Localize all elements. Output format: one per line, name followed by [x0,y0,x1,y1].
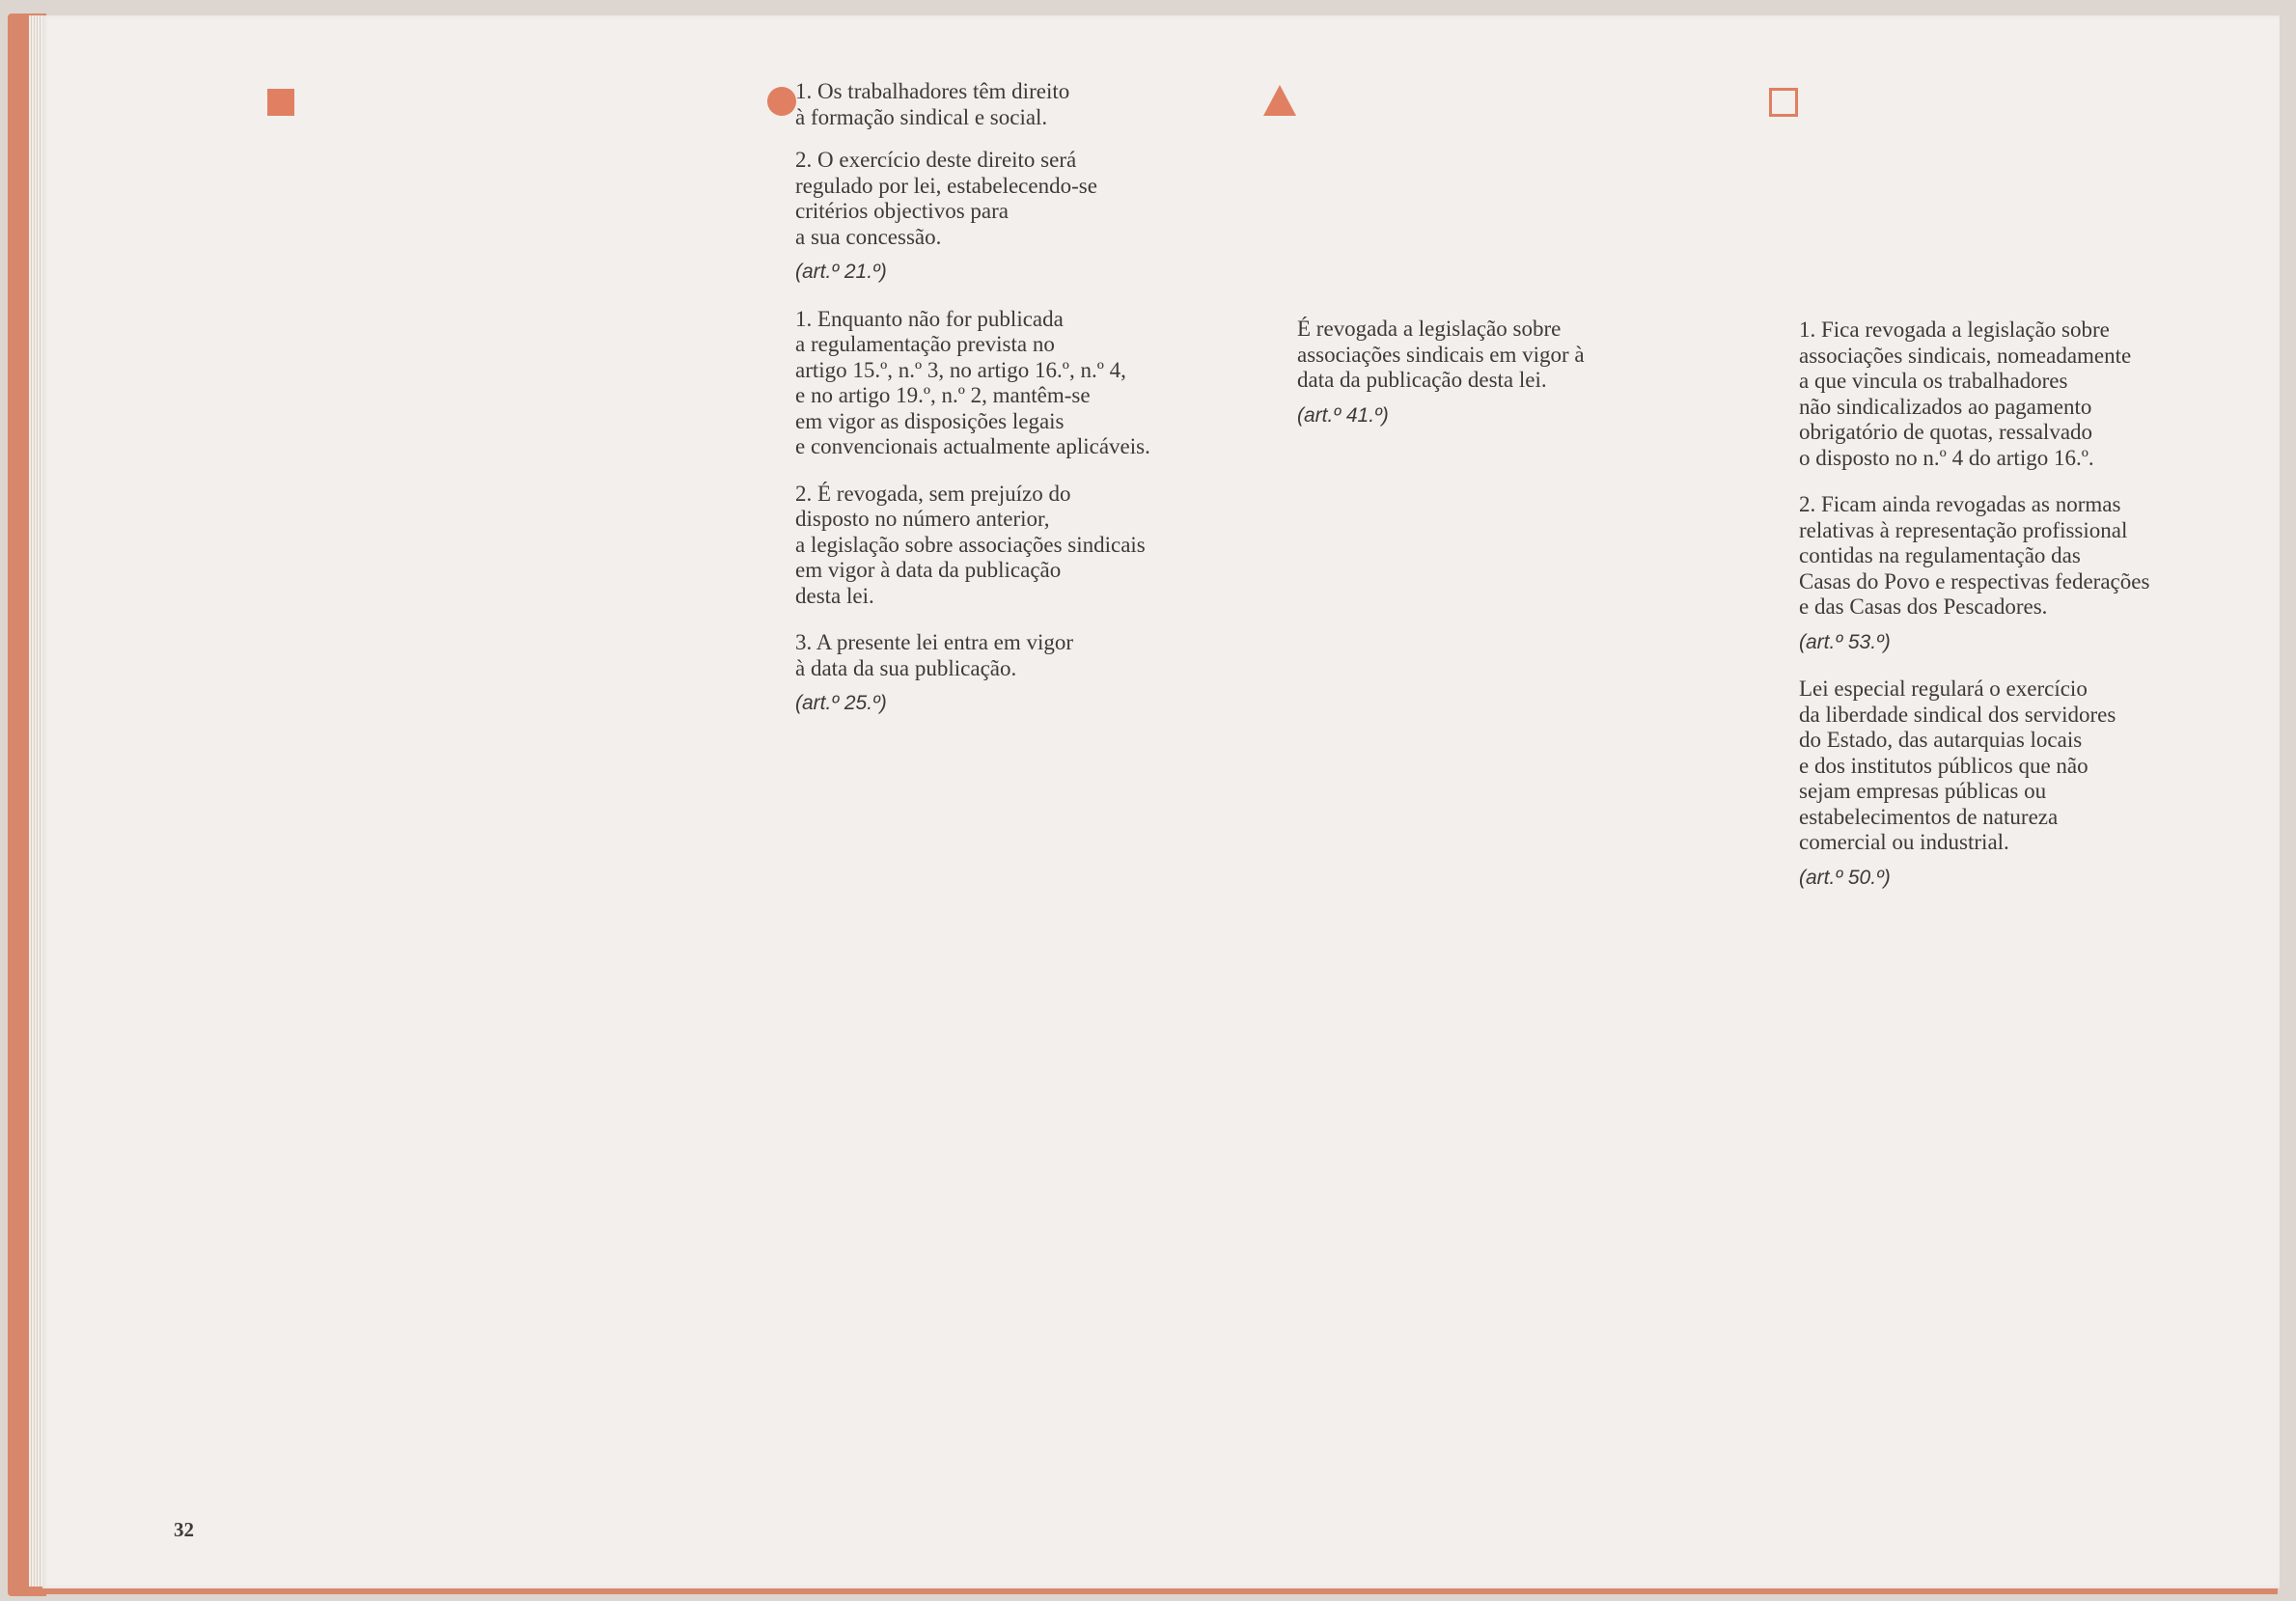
column-outline-square [1799,317,2262,891]
paragraph: 3. A presente lei entra em vigor à data da sua publicação. [795,630,1074,680]
paragraph: 2. Ficam ainda revogadas as normas relativas à representação profissional contidas na regulamentação das Casas do Povo e respectivas federações e das Casas dos Pescadores. [1799,492,2150,619]
filled-square-icon [267,89,294,116]
column-circle [795,79,1278,717]
article-reference: (art.º 25.º) [795,692,887,714]
document-page [42,15,2280,1588]
paragraph: 1. Enquanto não for publicada a regulamentação prevista no artigo 15.º, n.º 3, no artigo 16.º, n.º 4, e no artigo 19.º, n.º 2, mantêm-se em vigor as disposições legais e convencionais actualmente aplicáveis. [795,306,1150,458]
paragraph: 2. O exercício deste direito será regulado por lei, estabelecendo-se critérios objectivos para a sua concessão. [795,148,1097,249]
article-reference: (art.º 21.º) [795,261,887,283]
article-reference: (art.º 41.º) [1297,403,1389,427]
paragraph: É revogada a legislação sobre associações sindicais em vigor à data da publicação desta lei. [1297,317,1585,392]
page-stack-edge [29,15,42,1594]
column-triangle [1297,317,1702,428]
filled-circle-icon [767,87,796,116]
article-reference: (art.º 50.º) [1799,866,1891,889]
paragraph: 1. Os trabalhadores têm direito à formação sindical e social. [795,79,1070,129]
paragraph: Lei especial regulará o exercício da liberdade sindical dos servidores do Estado, das autarquias locais e dos institutos públicos que não sejam empresas públicas ou estabelecimentos de natureza comercial ou industrial. [1799,676,2116,854]
paragraph: 2. É revogada, sem prejuízo do disposto no número anterior, a legislação sobre associações sindicais em vigor à data da publicação desta lei. [795,481,1146,608]
paragraph: 1. Fica revogada a legislação sobre associações sindicais, nomeadamente a que vincula os trabalhadores não sindicalizados ao pagamento obrigatório de quotas, ressalvado o disposto no n.º 4 do artigo 16.º. [1799,317,2132,470]
page-number: 32 [174,1518,194,1541]
outline-square-icon [1769,88,1798,117]
article-reference: (art.º 53.º) [1799,630,1891,653]
